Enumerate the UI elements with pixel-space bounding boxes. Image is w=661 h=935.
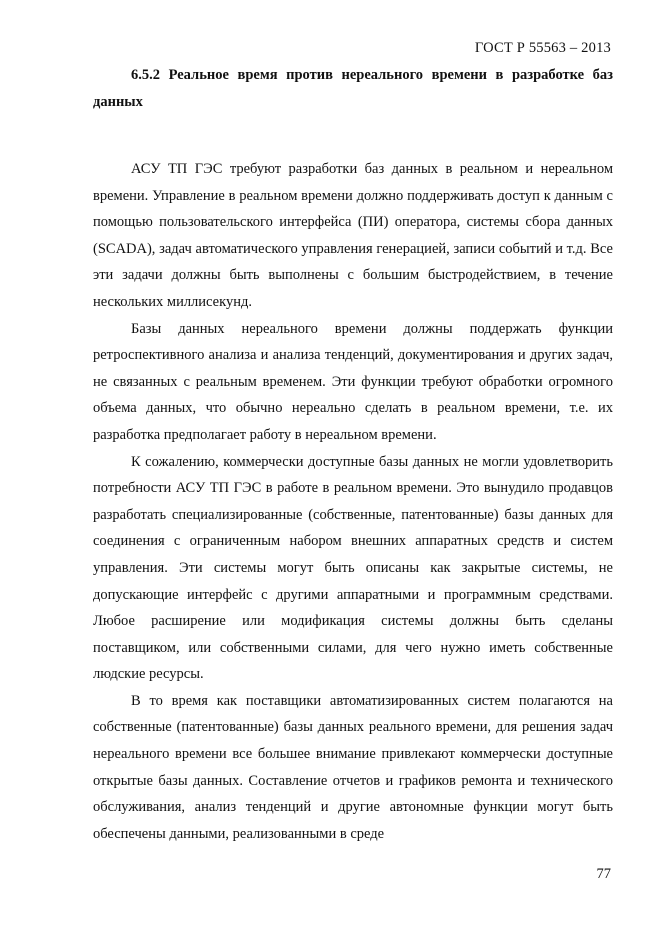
paragraph-3: К сожалению, коммерчески доступные базы данных не могли удовлетворить потребности АСУ ТП ГЭС в работе в реальном времени. Это вынудило продавцов разработать специализированные (собственные, патентованные) базы данных для соединения с ограниченным набором внешних аппаратных средств и систем управления. Эти системы могут быть описаны как закрытые системы, не допускающие интерфейс с другими аппаратными и программным средствами. Любое расширение или модификация системы должны быть сделаны поставщиком, или собственными силами, для чего нужно иметь собственные людские ресурсы. <box>93 453 613 683</box>
section-spacer <box>93 116 613 156</box>
paragraph-1: АСУ ТП ГЭС требуют разработки баз данных в реальном и нереальном времени. Управление в реальном времени должно поддерживать доступ к данным с помощью пользовательского интерфейса (ПИ) оператора, системы сбора данных (SCADA), задач автоматического управления генерацией, записи событий и т.д. Все эти задачи должны быть выполнены с большим быстродействием, в течение нескольких миллисекунд. <box>93 161 613 310</box>
section-title: 6.5.2 Реальное время против нереального времени в разработке баз данных <box>93 67 613 110</box>
paragraph-4: В то время как поставщики автоматизированных систем полагаются на собственные (патентованные) базы данных реального времени, для решения задач нереального времени все большее внимание привлекают коммерчески доступные открытые базы данных. Составление отчетов и графиков ремонта и технического обслуживания, анализ тенденций и другие автономные функции могут быть обеспечены данными, реализованными в среде <box>93 692 613 842</box>
page-number: 77 <box>596 866 611 882</box>
paragraph-2: Базы данных нереального времени должны поддержать функции ретроспективного анализа и анализа тенденций, документирования и других задач, не связанных с реальным временем. Эти функции требуют обработки огромного объема данных, что обычно нереально сделать в реальном времени, т.е. их разработка предполагает работу в нереальном времени. <box>93 320 613 443</box>
document-standard-header: ГОСТ Р 55563 – 2013 <box>474 40 611 56</box>
page-content <box>93 62 613 847</box>
